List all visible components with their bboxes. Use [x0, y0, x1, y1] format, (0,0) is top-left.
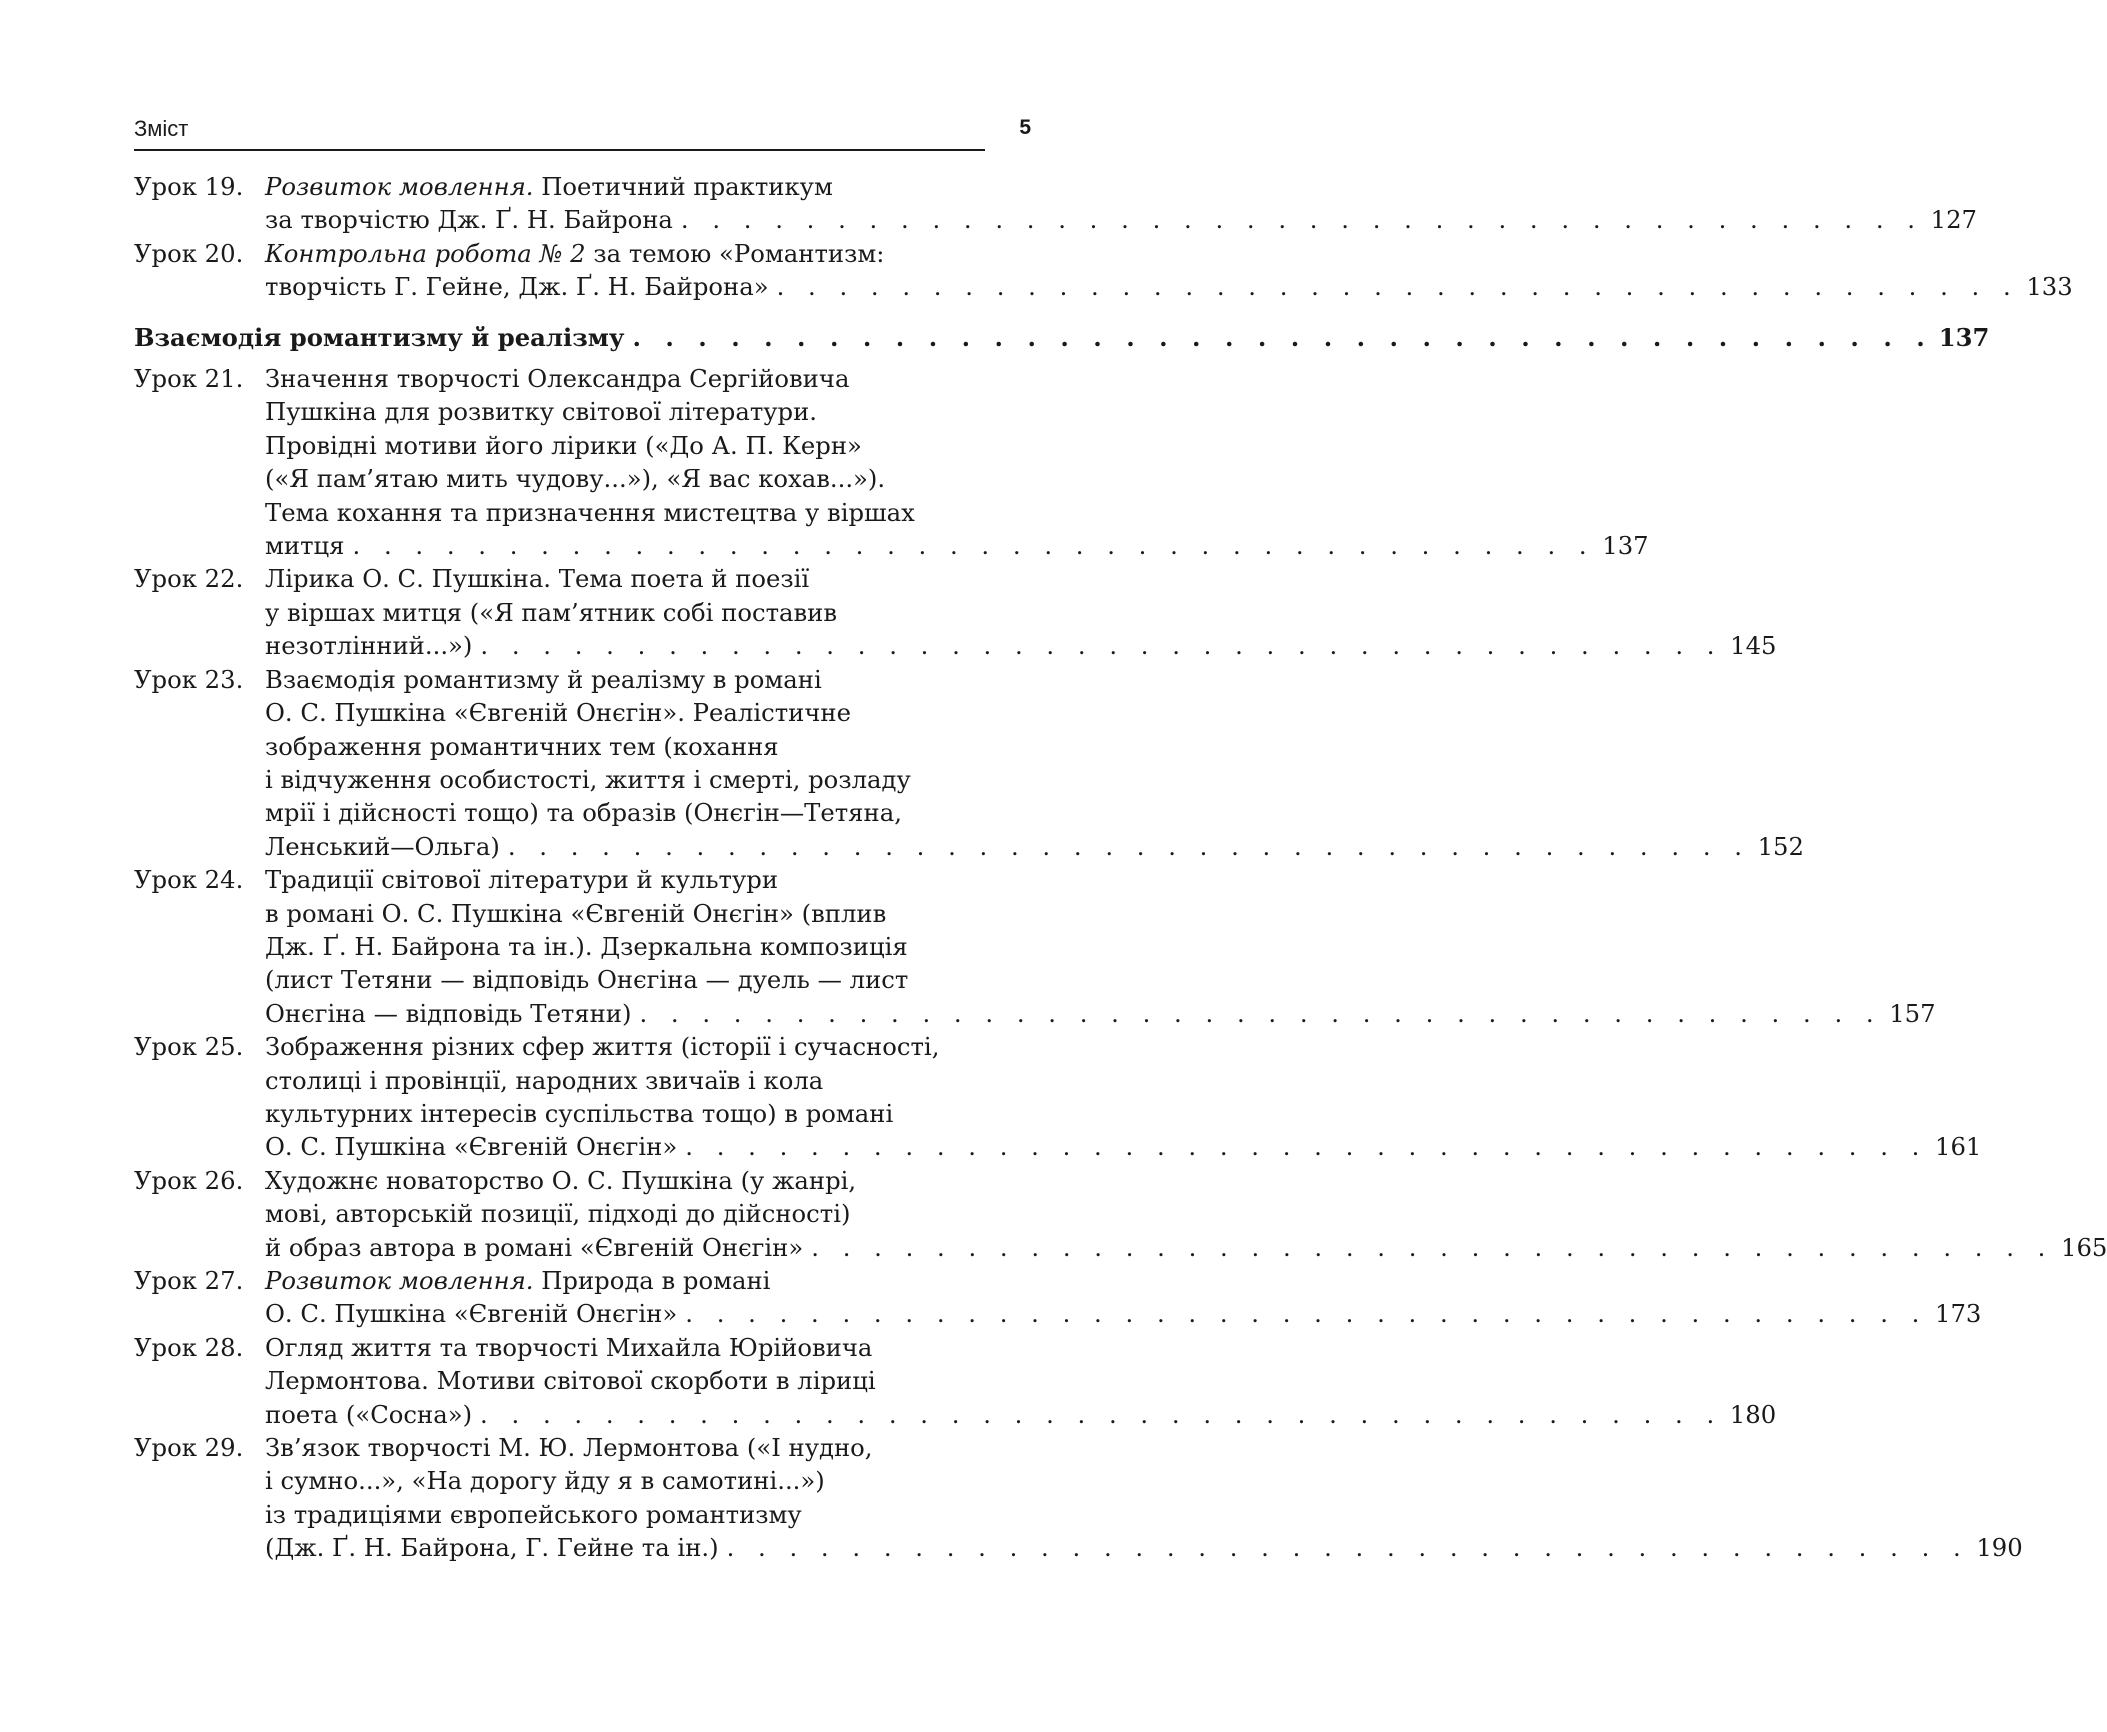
toc-entry-lesson-28: [134, 1331, 1777, 1431]
toc-entry-lesson-22: [134, 562, 1777, 662]
section-title: Взаємодія романтизму й реалізму: [134, 322, 625, 352]
entry-line-last: [265, 1297, 1982, 1330]
entry-text: Ленський—Ольга): [265, 831, 500, 861]
entry-text: культурних інтересів суспільства тощо) в романі: [265, 1098, 894, 1128]
dot-leader: . . . . . . . . . . . . . . . . . . . . . . . . . . . . . . . . . . . . . . . .: [507, 831, 1750, 861]
lesson-label: Урок 19.: [134, 172, 244, 201]
table-of-contents: [134, 170, 2107, 1565]
entry-text: О. С. Пушкіна «Євгеній Онєгін»: [265, 1299, 678, 1329]
entry-text: («Я пам’ятаю мить чудову...»), «Я вас кохав...»).: [265, 464, 886, 494]
dot-leader: . . . . . . . . . . . . . . . . . . . . . . . . . . . . . . . . . . . . . . . .: [480, 631, 1723, 661]
entry-text: і сумно...», «На дорогу йду я в самотині...»): [265, 1466, 825, 1496]
entry-line-last: [265, 1231, 2107, 1264]
entry-text: Взаємодія романтизму й реалізму в романі: [265, 664, 822, 694]
entry-text: столиці і провінції, народних звичаїв і кола: [265, 1065, 824, 1095]
entry-line: [265, 237, 1031, 270]
lesson-label: Урок 26.: [134, 1165, 244, 1195]
page-ref[interactable]: 161: [1935, 1132, 1982, 1162]
lesson-label: Урок 28.: [134, 1332, 244, 1362]
entry-text: Художнє новаторство О. С. Пушкіна (у жанрі,: [265, 1165, 857, 1195]
entry-line-last: [265, 830, 1804, 863]
lesson-label: Урок 27.: [134, 1266, 244, 1295]
entry-line: [265, 1264, 1031, 1297]
running-title: Зміст: [134, 116, 189, 141]
header-rule: [134, 149, 985, 151]
dot-leader: . . . . . . . . . . . . . . . . . . . . . . . . . . . . . . . . . . . . . . . .: [680, 205, 1924, 235]
entry-text: Зв’язок творчості М. Ю. Лермонтова («І нудно,: [265, 1433, 873, 1463]
entry-text: мрії і дійсності тощо) та образів (Онєгін—Тетяна,: [265, 798, 902, 828]
toc-entry-lesson-26: [134, 1164, 2107, 1264]
entry-line-last: [265, 1398, 1777, 1431]
page-ref[interactable]: 180: [1729, 1399, 1777, 1429]
lesson-label: Урок 24.: [134, 865, 244, 895]
dot-leader: . . . . . . . . . . . . . . . . . . . . . . . . . . . . . . . . . . . . . . . .: [352, 531, 1595, 561]
toc-entry-lesson-24: [134, 863, 1936, 1030]
entry-text: зображення романтичних тем (кохання: [265, 731, 779, 761]
entry-text: (лист Тетяни — відповідь Онєгіна — дуель — лист: [265, 965, 909, 995]
dot-leader: . . . . . . . . . . . . . . . . . . . . . . . . . . . . . . . . . . . . . . . .: [726, 1533, 1969, 1563]
entry-line-last: [265, 997, 1936, 1030]
entry-text: Природа в романі: [533, 1266, 771, 1295]
entry-italic: Контрольна робота № 2: [265, 238, 586, 268]
lesson-label: Урок 21.: [134, 364, 244, 394]
page-ref[interactable]: 173: [1935, 1299, 1982, 1329]
entry-text: творчість Г. Гейне, Дж. Ґ. Н. Байрона»: [265, 272, 769, 302]
toc-entry-lesson-25: [134, 1030, 1982, 1164]
entry-text: за творчістю Дж. Ґ. Н. Байрона: [265, 205, 673, 235]
entry-text: Дж. Ґ. Н. Байрона та ін.). Дзеркальна композиція: [265, 931, 908, 961]
entry-text: мові, авторській позиції, підході до дійсності): [265, 1199, 851, 1229]
entry-text: (Дж. Ґ. Н. Байрона, Г. Гейне та ін.): [265, 1533, 719, 1563]
entry-line-last: [265, 203, 1978, 236]
entry-text: Зображення різних сфер життя (історії і сучасності,: [265, 1032, 940, 1062]
entry-text: в романі О. С. Пушкіна «Євгеній Онєгін» (вплив: [265, 898, 887, 928]
entry-text: О. С. Пушкіна «Євгеній Онєгін»: [265, 1132, 678, 1162]
entry-line-last: [265, 1531, 2023, 1564]
page-ref[interactable]: 152: [1757, 831, 1804, 861]
dot-leader: . . . . . . . . . . . . . . . . . . . . . . . . . . . . . . . . . . . . . . . .: [639, 998, 1882, 1028]
entry-text: Онєгіна — відповідь Тетяни): [265, 998, 632, 1028]
entry-text: Лірика О. С. Пушкіна. Тема поета й поезії: [265, 564, 810, 594]
entry-text: Огляд життя та творчості Михайла Юрійовича: [265, 1332, 873, 1362]
entry-text: Провідні мотиви його лірики («До А. П. Керн»: [265, 430, 862, 460]
dot-leader: . . . . . . . . . . . . . . . . . . . . . . . . . . . . . . . . . . . . . . . .: [811, 1232, 2054, 1262]
page-number: 5: [1019, 116, 1031, 139]
dot-leader: . . . . . . . . . . . . . . . . . . . . . . . . . . . . . . . . . . . . . . . .: [685, 1132, 1928, 1162]
section-line: [134, 321, 1990, 354]
toc-entry-lesson-19: [134, 170, 1978, 237]
entry-text: Поетичний практикум: [533, 172, 833, 201]
entry-line-last: [265, 270, 2073, 303]
entry-text: Пушкіна для розвитку світової літератури.: [265, 397, 818, 427]
entry-line-last: [265, 1130, 1982, 1163]
dot-leader: . . . . . . . . . . . . . . . . . . . . . . . . . . . . . . . . . . . . . . . .: [632, 322, 1933, 352]
lesson-label: Урок 22.: [134, 564, 244, 594]
entry-line-last: [265, 529, 1649, 562]
page-ref[interactable]: 190: [1976, 1533, 2023, 1563]
toc-entry-lesson-20: [134, 237, 2073, 304]
entry-text: і відчуження особистості, життя і смерті, розладу: [265, 764, 911, 794]
page-header: [134, 116, 1031, 152]
toc-entry-lesson-29: [134, 1431, 2023, 1565]
dot-leader: . . . . . . . . . . . . . . . . . . . . . . . . . . . . . . . . . . . . . . . .: [480, 1399, 1723, 1429]
page-ref[interactable]: 157: [1889, 998, 1936, 1028]
toc-entry-lesson-27: [134, 1264, 1982, 1331]
entry-text: поета («Сосна»): [265, 1399, 473, 1429]
page-ref[interactable]: 127: [1930, 205, 1978, 235]
entry-line: [265, 170, 1031, 203]
entry-text: за темою «Романтизм:: [585, 238, 885, 268]
entry-text: із традиціями європейського романтизму: [265, 1499, 802, 1529]
lesson-label: Урок 29.: [134, 1433, 244, 1463]
dot-leader: . . . . . . . . . . . . . . . . . . . . . . . . . . . . . . . . . . . . . . . .: [685, 1299, 1928, 1329]
entry-text: й образ автора в романі «Євгеній Онєгін»: [265, 1232, 804, 1262]
entry-text: Значення творчості Олександра Сергійовича: [265, 364, 850, 394]
page-ref[interactable]: 145: [1730, 631, 1777, 661]
page-ref[interactable]: 165: [2061, 1232, 2107, 1262]
entry-text: у віршах митця («Я пам’ятник собі поставив: [265, 597, 838, 627]
toc-entry-lesson-21: [134, 362, 1649, 562]
entry-text: Тема кохання та призначення мистецтва у віршах: [265, 497, 915, 527]
entry-text: Лермонтова. Мотиви світової скорботи в ліриці: [265, 1366, 876, 1396]
toc-entry-lesson-23: [134, 663, 1804, 863]
entry-italic: Розвиток мовлення.: [265, 172, 534, 201]
lesson-label: Урок 25.: [134, 1032, 244, 1062]
page-ref[interactable]: 137: [1938, 322, 1990, 352]
entry-text: незотлінний...»): [265, 631, 473, 661]
page-ref[interactable]: 133: [2026, 272, 2073, 302]
entry-text: митця: [265, 531, 345, 561]
toc-section-heading: [134, 321, 1990, 354]
lesson-label: Урок 20.: [134, 238, 244, 268]
lesson-label: Урок 23.: [134, 664, 244, 694]
entry-text: О. С. Пушкіна «Євгеній Онєгін». Реалістичне: [265, 698, 851, 728]
dot-leader: . . . . . . . . . . . . . . . . . . . . . . . . . . . . . . . . . . . . . . . .: [776, 272, 2019, 302]
entry-line-last: [265, 629, 1777, 662]
entry-text: Традиції світової літератури й культури: [265, 865, 779, 895]
entry-italic: Розвиток мовлення.: [265, 1266, 534, 1295]
page-ref[interactable]: 137: [1602, 531, 1649, 561]
